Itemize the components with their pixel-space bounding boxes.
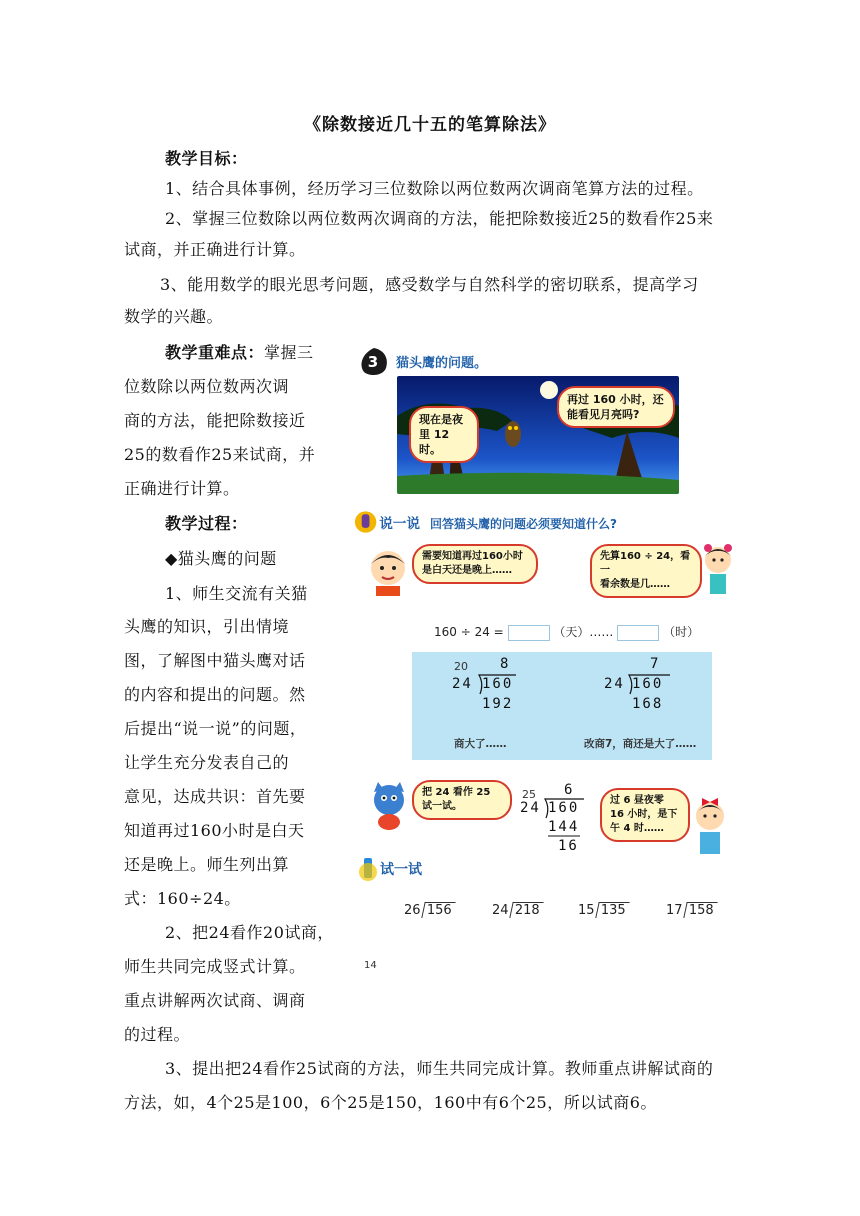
process-line-9: 还是晚上。师生列出算: [124, 855, 290, 874]
shuo-yi-shuo-banner: [352, 508, 420, 536]
work25-dividend: 160: [548, 800, 580, 816]
girl2-bubble-line2: 16 小时，是下: [610, 809, 678, 820]
step-3-line2: 方法，如，4个25是100，6个25是150，160中有6个25，所以试商6。: [124, 1093, 657, 1112]
key-points-line-1: [165, 336, 314, 370]
process-line-1: 1、师生交流有关猫: [165, 584, 308, 603]
process-line-14: 的过程。: [124, 1025, 191, 1044]
right-divisor: 24: [604, 676, 625, 692]
owl-bubble-left-line1: 现在是夜: [419, 413, 463, 426]
girl-avatar-icon: [704, 540, 732, 596]
leaf-badge-icon: [358, 346, 390, 378]
objective-1: 1、结合具体事例，经历学习三位数除以两位数两次调商笔算方法的过程。: [165, 179, 704, 198]
key-points-text-3: 商的方法，能把除数接近: [124, 411, 306, 430]
exercise-4: [666, 902, 715, 918]
exercise-1-divisor: 26: [404, 903, 421, 918]
owl-bubble-right-line1: 再过 160 小时，还: [567, 393, 664, 406]
right-dividend: 160: [632, 676, 664, 692]
process-line-5: 后提出“说一说”的问题，: [124, 719, 307, 738]
right-quotient: 7: [650, 656, 661, 672]
objective-2-line2: 试商，并正确进行计算。: [124, 240, 306, 259]
exercise-1-dividend: 156: [426, 903, 452, 918]
owl-icon: [505, 421, 521, 447]
boy-avatar-icon: [366, 546, 410, 596]
work25-quotient: 6: [564, 782, 575, 798]
process-heading: 教学过程：: [165, 514, 248, 533]
girl-bubble-line2: 看余数是几……: [600, 579, 670, 590]
boy-bubble: [412, 544, 538, 584]
girl2-bubble: [600, 788, 690, 842]
exercise-3: [578, 902, 627, 918]
work25-product: 144: [548, 819, 580, 835]
process-line-12: 师生共同完成竖式计算。: [124, 957, 306, 976]
process-line-13: 重点讲解两次试商、调商: [124, 991, 306, 1010]
objective-2-line1: 2、掌握三位数除以两位数两次调商的方法，能把除数接近25的数看作25来: [165, 209, 714, 228]
cat-bubble-line1: 把 24 看作 25: [422, 787, 491, 798]
figure-title: 猫头鹰的问题。: [396, 356, 488, 371]
shuo-question: 回答猫头鹰的问题必须要知道什么?: [430, 517, 617, 531]
process-line-7: 意见，达成共识：首先要: [124, 787, 306, 806]
objectives-heading: 教学目标：: [165, 149, 248, 168]
process-line-4: 的内容和提出的问题。然: [124, 685, 306, 704]
key-points-heading: 教学重难点：: [165, 343, 265, 362]
owl-bubble-right-line2: 能看见月亮吗?: [567, 408, 640, 421]
work25-remainder: 16: [558, 838, 579, 854]
exercise-2-dividend: 218: [514, 903, 540, 918]
equation-unit-days: （天）……: [553, 625, 614, 639]
process-line-8: 知道再过160小时是白天: [124, 821, 305, 840]
shuo-label: 说一说: [379, 515, 420, 532]
exercise-3-dividend: 135: [600, 903, 626, 918]
key-points-text-1: 掌握三: [264, 343, 314, 362]
owl-bubble-left: [409, 406, 479, 463]
girl2-bubble-line3: 午 4 时……: [610, 823, 664, 834]
page-title: 《除数接近几十五的笔算除法》: [304, 115, 556, 135]
girl2-avatar-icon: [692, 794, 728, 856]
owl-bubble-right: [557, 386, 675, 428]
boy-bubble-line2: 是白天还是晚上……: [422, 565, 512, 576]
shi-yi-shi-banner: [358, 854, 428, 882]
trial-25: 25: [522, 788, 536, 801]
exercise-2: [492, 902, 541, 918]
step-3-line1: 3、提出把24看作25试商的方法，师生共同完成计算。教师重点讲解试商的: [165, 1059, 714, 1078]
long-division-panel: [412, 652, 712, 760]
cat-bubble: [412, 780, 512, 820]
owl-bubble-left-line2: 里 12 时。: [419, 428, 450, 456]
cat-bubble-line2: 试一试。: [422, 801, 462, 812]
process-line-11: 2、把24看作20试商，: [165, 923, 334, 942]
key-points-text-2: 位数除以两位数两次调: [124, 377, 290, 396]
process-line-6: 让学生充分发表自己的: [124, 753, 290, 772]
work25-divisor: 24: [520, 800, 541, 816]
right-product: 168: [632, 696, 664, 712]
process-line-3: 图，了解图中猫头鹰对话: [124, 651, 306, 670]
trial-20: 20: [454, 660, 468, 673]
right-note: 改商7，商还是大了……: [584, 738, 697, 750]
division-equation: [434, 623, 699, 641]
girl2-bubble-line1: 过 6 昼夜零: [610, 795, 664, 806]
left-dividend: 160: [482, 676, 514, 692]
girl-bubble: [590, 544, 702, 598]
badge-number: 3: [367, 353, 379, 371]
key-points-text-4: 25的数看作25来试商，并: [124, 445, 316, 464]
answer-box-days[interactable]: [508, 625, 550, 641]
key-points-text-5: 正确进行计算。: [124, 479, 240, 498]
left-quotient: 8: [500, 656, 511, 672]
page-number: 14: [364, 960, 377, 971]
exercise-4-divisor: 17: [666, 903, 683, 918]
textbook-figure: [352, 340, 732, 980]
left-product: 192: [482, 696, 514, 712]
exercise-2-divisor: 24: [492, 903, 509, 918]
blue-cat-icon: [366, 780, 412, 832]
moon-icon: [540, 381, 558, 399]
boy-bubble-line1: 需要知道再过160小时: [422, 551, 523, 562]
exercise-1: [404, 902, 453, 918]
process-line-2: 头鹰的知识，引出情境: [124, 617, 290, 636]
process-line-10: 式：160÷24。: [124, 889, 241, 908]
exercise-3-divisor: 15: [578, 903, 595, 918]
answer-box-hours[interactable]: [617, 625, 659, 641]
objective-3-line1: 3、能用数学的眼光思考问题，感受数学与自然科学的密切联系，提高学习: [160, 275, 699, 294]
equation-prefix: 160 ÷ 24 =: [434, 625, 504, 639]
night-scene: [397, 376, 679, 494]
left-note: 商大了……: [454, 738, 507, 750]
equation-unit-hours: （时）: [663, 625, 700, 639]
left-divisor: 24: [452, 676, 473, 692]
process-bullet: ◆猫头鹰的问题: [165, 549, 277, 568]
girl-bubble-line1: 先算160 ÷ 24，看一: [600, 551, 691, 576]
exercise-4-dividend: 158: [688, 903, 714, 918]
objective-3-line2: 数学的兴趣。: [124, 307, 224, 326]
microphone-icon: [362, 514, 370, 528]
shiyi-label: 试一试: [380, 862, 422, 878]
